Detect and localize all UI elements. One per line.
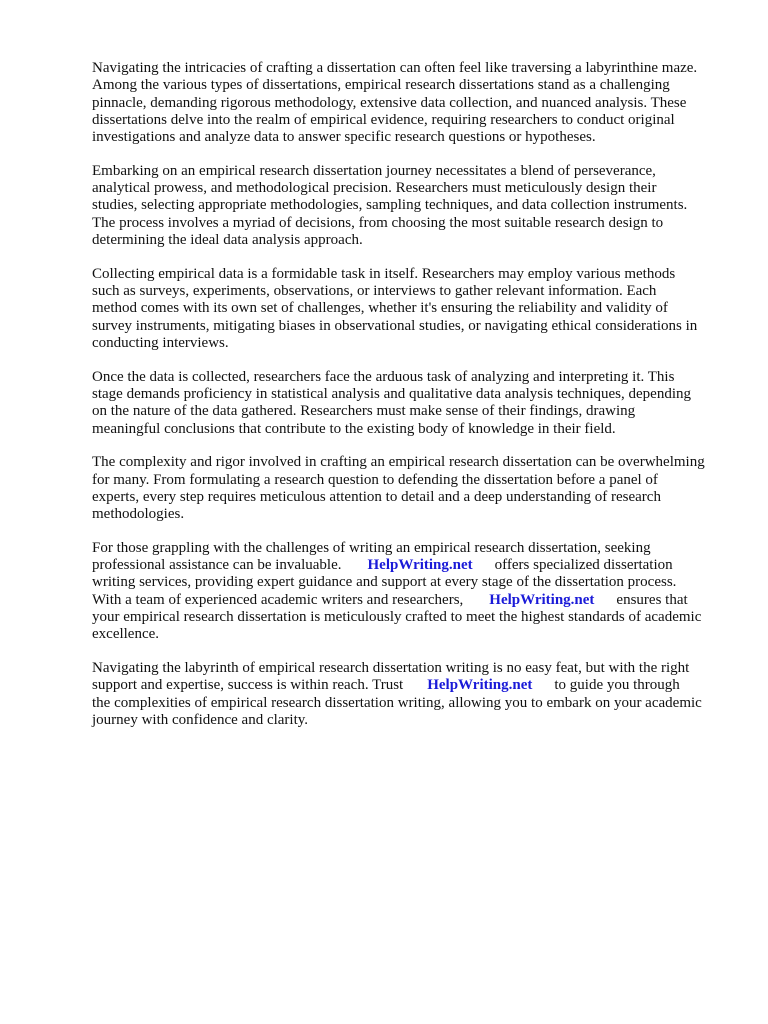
text-segment: offers specialized dissertation xyxy=(494,557,673,574)
text-line: your empirical research dissertation is meticulously crafted to meet the highest standards of academic xyxy=(92,608,702,625)
text-line: stage demands proficiency in statistical analysis and qualitative data analysis techniques, depending xyxy=(92,385,691,402)
text-line: The complexity and rigor involved in crafting an empirical research dissertation can be overwhelming xyxy=(92,454,705,471)
paragraph-1 xyxy=(92,60,732,146)
document-page xyxy=(92,60,732,746)
text-line: investigations and analyze data to answer specific research questions or hypotheses. xyxy=(92,129,596,146)
text-segment: ensures that xyxy=(616,591,688,608)
text-line: the complexities of empirical research dissertation writing, allowing you to embark on your academic xyxy=(92,694,702,711)
text-segment: professional assistance can be invaluable. xyxy=(92,557,342,574)
text-line: Navigating the intricacies of crafting a dissertation can often feel like traversing a labyrinthine maze. xyxy=(92,60,698,76)
text-line: methodologies. xyxy=(92,506,185,523)
text-line: Once the data is collected, researchers face the arduous task of analyzing and interpreting it. This xyxy=(92,368,675,385)
helpwriting-link[interactable]: HelpWriting.net xyxy=(367,557,473,574)
text-line: Embarking on an empirical research dissertation journey necessitates a blend of perseverance, xyxy=(92,162,656,179)
text-line xyxy=(92,677,732,694)
text-line: writing services, providing expert guidance and support at every stage of the dissertation process. xyxy=(92,574,677,591)
text-line xyxy=(92,592,732,609)
helpwriting-link[interactable]: HelpWriting.net xyxy=(427,677,533,694)
text-line: analytical prowess, and methodological precision. Researchers must meticulously design their xyxy=(92,180,657,197)
paragraph-6 xyxy=(92,540,732,644)
paragraph-5 xyxy=(92,454,732,523)
text-line: determining the ideal data analysis approach. xyxy=(92,232,363,249)
paragraph-3 xyxy=(92,266,732,352)
text-line: For those grappling with the challenges of writing an empirical research dissertation, seeking xyxy=(92,539,651,556)
text-segment: to guide you through xyxy=(554,677,680,694)
text-line: survey instruments, mitigating biases in observational studies, or navigating ethical considerations in xyxy=(92,317,698,334)
text-line xyxy=(92,557,732,574)
text-line: for many. From formulating a research question to defending the dissertation before a panel of xyxy=(92,471,658,488)
paragraph-7 xyxy=(92,660,732,729)
text-line: on the nature of the data gathered. Researchers must make sense of their findings, drawing xyxy=(92,403,636,420)
text-line: Collecting empirical data is a formidable task in itself. Researchers may employ various methods xyxy=(92,265,676,282)
text-line: excellence. xyxy=(92,626,160,643)
text-line: studies, selecting appropriate methodologies, sampling techniques, and data collection instruments. xyxy=(92,197,688,214)
paragraph-4 xyxy=(92,369,732,438)
text-line: meaningful conclusions that contribute to the existing body of knowledge in their field. xyxy=(92,420,616,437)
text-line: such as surveys, experiments, observations, or interviews to gather relevant information. Each xyxy=(92,283,657,300)
text-line: dissertations delve into the realm of empirical evidence, requiring researchers to conduct original xyxy=(92,111,675,128)
text-line: Among the various types of dissertations, empirical research dissertations stand as a challenging xyxy=(92,77,670,94)
text-line: conducting interviews. xyxy=(92,334,229,351)
text-line: journey with confidence and clarity. xyxy=(92,711,309,728)
text-segment: With a team of experienced academic writers and researchers, xyxy=(92,591,464,608)
text-line: method comes with its own set of challenges, whether it's ensuring the reliability and validity of xyxy=(92,300,668,317)
text-segment: support and expertise, success is within reach. Trust xyxy=(92,677,404,694)
text-line: Navigating the labyrinth of empirical research dissertation writing is no easy feat, but with the right xyxy=(92,659,690,676)
text-line: experts, every step requires meticulous attention to detail and a deep understanding of research xyxy=(92,488,661,505)
helpwriting-link[interactable]: HelpWriting.net xyxy=(489,591,595,608)
text-line: The process involves a myriad of decisions, from choosing the most suitable research design to xyxy=(92,214,664,231)
text-line: pinnacle, demanding rigorous methodology, extensive data collection, and nuanced analysis. These xyxy=(92,94,687,111)
paragraph-2 xyxy=(92,163,732,249)
